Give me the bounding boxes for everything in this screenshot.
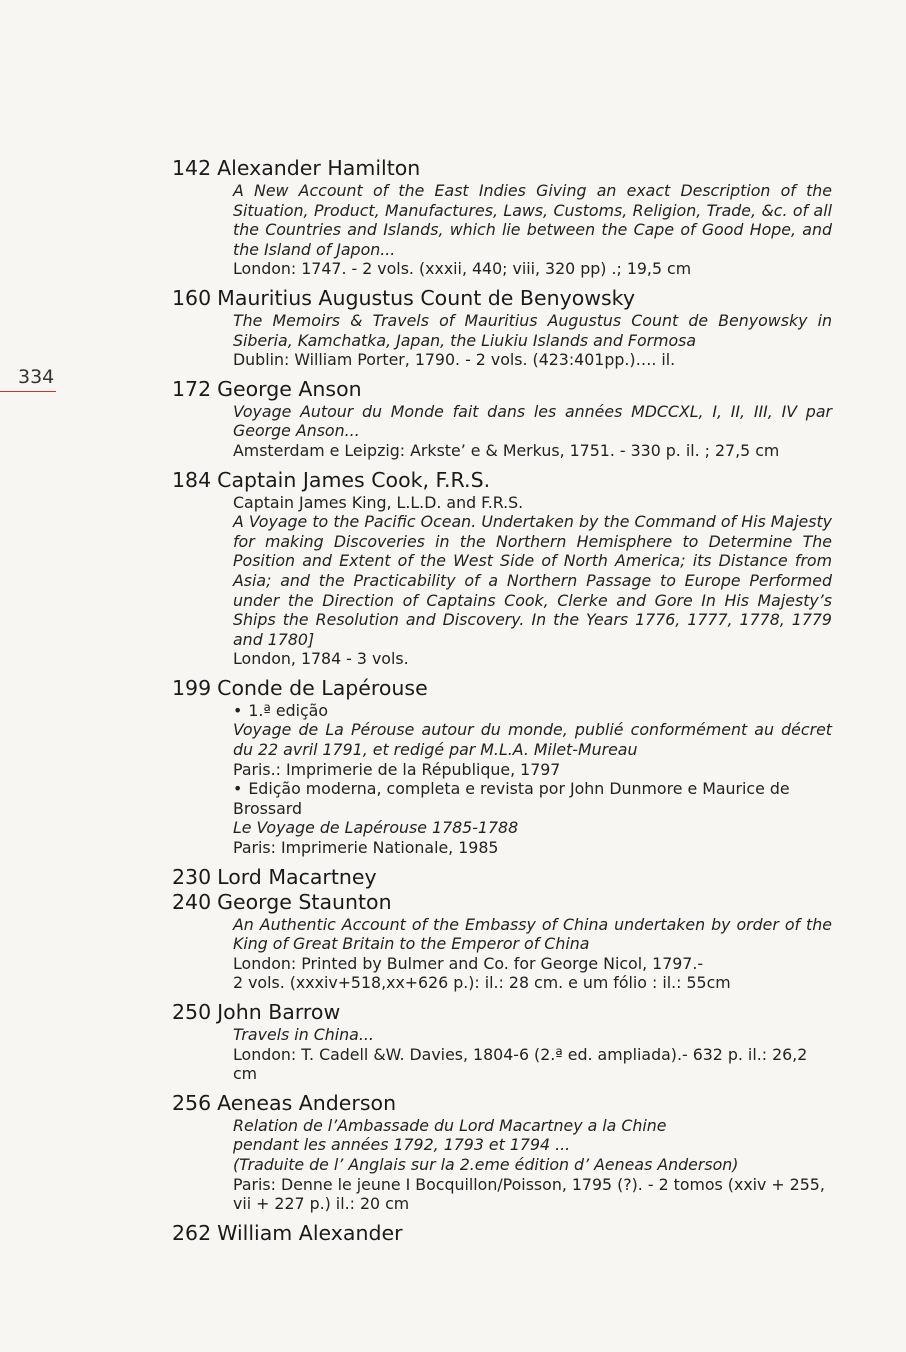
entry-heading bbox=[172, 286, 832, 311]
entry-details bbox=[172, 311, 832, 370]
entry-details bbox=[172, 1116, 832, 1214]
entry-number: 230 bbox=[172, 864, 212, 889]
bullet-icon: • bbox=[233, 779, 243, 799]
bibliography-list bbox=[172, 156, 832, 1253]
entry-heading bbox=[172, 377, 832, 402]
entry-publication: Paris: Denne le jeune I Bocquillon/Poisson, 1795 (?). - 2 tomos (xxiv + 255, vii + 227 p.) il.: 20 cm bbox=[233, 1174, 825, 1214]
entry-publication: Paris: Imprimerie Nationale, 1985 bbox=[233, 838, 499, 858]
entry-details bbox=[172, 402, 832, 461]
bibliography-entry bbox=[172, 676, 832, 858]
bibliography-entry bbox=[172, 865, 832, 890]
page-number: 334 bbox=[18, 366, 55, 388]
entry-details bbox=[172, 701, 832, 858]
entry-author: Conde de Lapérouse bbox=[217, 675, 428, 700]
edition-note-text: Edição moderna, completa e revista por John Dunmore e Maurice de Brossard bbox=[233, 779, 790, 818]
entry-heading bbox=[172, 676, 832, 701]
page-number-rule bbox=[0, 391, 56, 392]
bullet-icon: • bbox=[233, 700, 243, 720]
entry-publication: London: 1747. - 2 vols. (xxxii, 440; viii, 320 pp) .; 19,5 cm bbox=[233, 259, 692, 279]
entry-publication: London, 1784 - 3 vols. bbox=[233, 649, 409, 669]
entry-number: 172 bbox=[172, 376, 212, 401]
entry-heading bbox=[172, 1000, 832, 1025]
entry-author: Aeneas Anderson bbox=[217, 1090, 397, 1115]
entry-title: Voyage Autour du Monde fait dans les années MDCCXL, I, II, III, IV par George Anson... bbox=[233, 401, 832, 441]
entry-details bbox=[172, 1025, 832, 1084]
entry-title: Relation de l’Ambassade du Lord Macartney a la Chine bbox=[233, 1115, 667, 1135]
entry-author: Captain James Cook, F.R.S. bbox=[217, 467, 491, 492]
entry-details bbox=[172, 493, 832, 669]
bibliography-entry bbox=[172, 156, 832, 279]
entry-title: The Memoirs & Travels of Mauritius Augustus Count de Benyowsky in Siberia, Kamchatka, Japan, the Liukiu Islands and Formosa bbox=[233, 310, 832, 350]
entry-heading bbox=[172, 1091, 832, 1116]
entry-author: William Alexander bbox=[217, 1220, 403, 1245]
entry-author: Alexander Hamilton bbox=[217, 156, 421, 180]
entry-number: 250 bbox=[172, 1000, 212, 1024]
entry-heading bbox=[172, 890, 832, 915]
entry-publication: Paris.: Imprimerie de la République, 1797 bbox=[233, 759, 561, 779]
entry-title: pendant les années 1792, 1793 et 1794 ... bbox=[233, 1135, 571, 1155]
entry-heading bbox=[172, 468, 832, 493]
entry-author: George Anson bbox=[217, 376, 362, 401]
entry-publication: Captain James King, L.L.D. and F.R.S. bbox=[233, 492, 524, 512]
entry-publication: London: Printed by Bulmer and Co. for George Nicol, 1797.- bbox=[233, 953, 704, 973]
entry-edition-note bbox=[233, 701, 832, 721]
entry-publication: Dublin: William Porter, 1790. - 2 vols. (423:401pp.)…. il. bbox=[233, 350, 676, 370]
bibliography-entry bbox=[172, 1000, 832, 1084]
bibliography-entry bbox=[172, 1091, 832, 1214]
entry-details bbox=[172, 181, 832, 279]
entry-author: George Staunton bbox=[217, 889, 392, 914]
entry-edition-note bbox=[233, 779, 832, 818]
edition-note-text: 1.ª edição bbox=[248, 700, 329, 720]
entry-author: Mauritius Augustus Count de Benyowsky bbox=[217, 285, 635, 310]
entry-title: Travels in China... bbox=[233, 1025, 374, 1044]
entry-title: A New Account of the East Indies Giving an exact Description of the Situation, Product, Manufactures, Laws, Customs, Religion, Trade, &c. of all the Countries and Islands, which lie between the Cape of Good Hope, and the Island of Japon... bbox=[233, 181, 832, 259]
entry-number: 160 bbox=[172, 285, 212, 310]
bibliography-entry bbox=[172, 286, 832, 370]
entry-heading bbox=[172, 865, 832, 890]
bibliography-entry bbox=[172, 890, 832, 993]
bibliography-entry bbox=[172, 377, 832, 461]
entry-publication: 2 vols. (xxxiv+518,xx+626 p.): il.: 28 cm. e um fólio : il.: 55cm bbox=[233, 973, 731, 993]
entry-number: 142 bbox=[172, 156, 212, 180]
entry-title: A Voyage to the Pacific Ocean. Undertaken by the Command of His Majesty for making Discoveries in the Northern Hemisphere to Determine The Position and Extent of the West Side of North America; its Distance from Asia; and the Practicability of a Northern Passage to Europe Performed under the Direction of Captains Cook, Clerke and Gore In His Majesty’s Ships the Resolution and Discovery. In the Years 1776, 1777, 1778, 1779 and 1780] bbox=[233, 512, 832, 649]
entry-number: 240 bbox=[172, 889, 212, 914]
entry-title: Le Voyage de Lapérouse 1785-1788 bbox=[233, 818, 519, 838]
entry-heading bbox=[172, 1221, 832, 1246]
bibliography-entry bbox=[172, 468, 832, 669]
entry-title: (Traduite de l’ Anglais sur la 2.eme édition d’ Aeneas Anderson) bbox=[233, 1154, 739, 1174]
entry-number: 262 bbox=[172, 1220, 212, 1245]
entry-number: 256 bbox=[172, 1090, 212, 1115]
entry-publication: Amsterdam e Leipzig: Arkste’ e & Merkus, 1751. - 330 p. il. ; 27,5 cm bbox=[233, 440, 780, 460]
entry-heading bbox=[172, 156, 832, 181]
entry-details bbox=[172, 915, 832, 993]
entry-title: An Authentic Account of the Embassy of China undertaken by order of the King of Great Britain to the Emperor of China bbox=[233, 914, 832, 954]
entry-number: 184 bbox=[172, 467, 212, 492]
entry-number: 199 bbox=[172, 675, 212, 700]
bibliography-entry bbox=[172, 1221, 832, 1246]
entry-author: John Barrow bbox=[217, 1000, 341, 1024]
entry-publication: London: T. Cadell &W. Davies, 1804-6 (2.ª ed. ampliada).- 632 p. il.: 26,2 cm bbox=[233, 1044, 808, 1084]
entry-author: Lord Macartney bbox=[217, 864, 377, 889]
entry-title: Voyage de La Pérouse autour du monde, publié conformément au décret du 22 avril 1791, et redigé par M.L.A. Milet-Mureau bbox=[233, 720, 832, 760]
